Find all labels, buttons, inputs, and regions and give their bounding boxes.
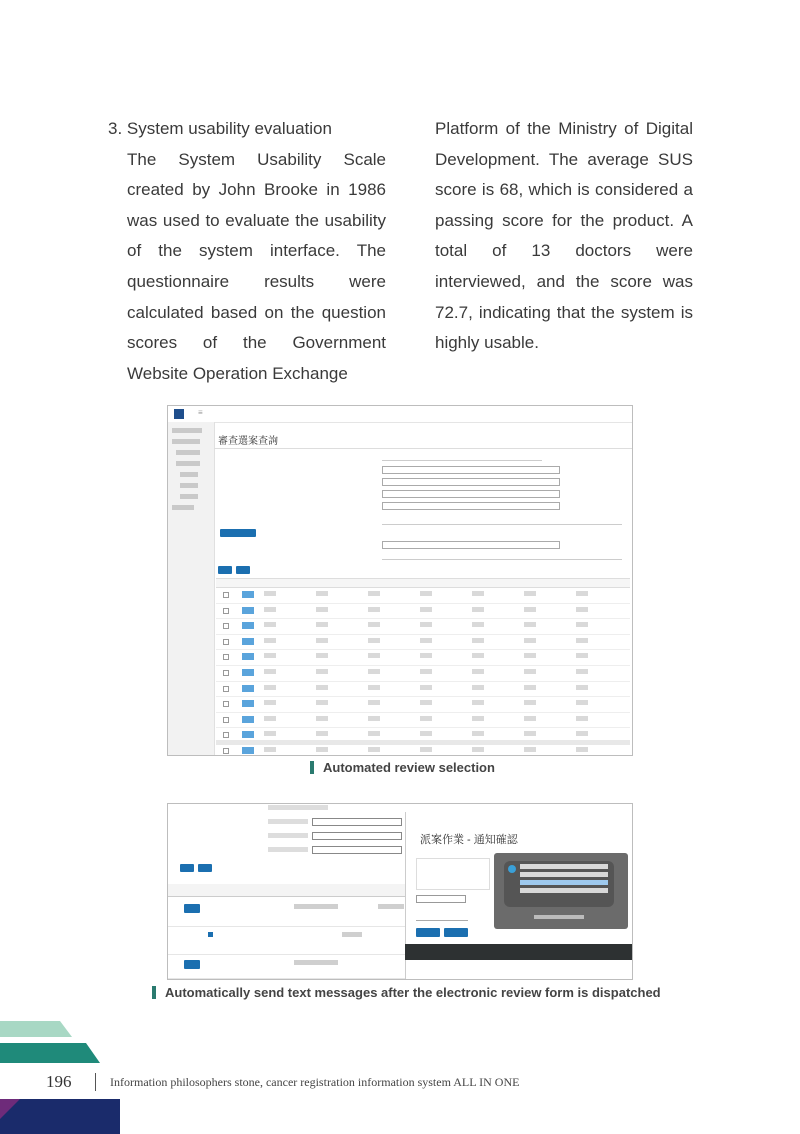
figure-1-caption-text: Automated review selection	[323, 760, 495, 775]
window-title: 審查選案查詢	[218, 436, 278, 447]
app-logo	[174, 409, 184, 419]
figure-review-selection-screenshot	[167, 405, 633, 756]
table-row[interactable]	[216, 744, 630, 756]
form-row[interactable]	[214, 490, 632, 497]
running-footer: Information philosophers stone, cancer registration information system ALL IN ONE	[110, 1075, 520, 1089]
table-row[interactable]	[216, 650, 630, 666]
table-row[interactable]	[168, 954, 406, 979]
horizontal-scrollbar[interactable]	[216, 740, 630, 745]
results-table	[216, 578, 630, 756]
dialog-footer-bar	[405, 944, 632, 960]
filter-field[interactable]	[312, 832, 402, 840]
table-row[interactable]	[216, 604, 630, 620]
figure-2-caption	[152, 985, 661, 1000]
close-button[interactable]	[444, 928, 468, 937]
query-button[interactable]	[180, 864, 194, 872]
table-row[interactable]	[216, 588, 630, 604]
table-header	[216, 578, 630, 588]
filter-field[interactable]	[312, 846, 402, 854]
caption-bar-icon	[310, 761, 314, 774]
template-select[interactable]	[416, 895, 466, 903]
menu-icon: ≡	[198, 408, 203, 417]
search-criteria-button[interactable]	[220, 529, 256, 537]
app-main	[214, 422, 632, 755]
body-text-left: The System Usability Scale created by John Brooke in 1986 was used to evaluate the usability of the system interface. The questionnaire results were calculated based on the question scores of the Government Website Operation Exchange	[127, 149, 386, 383]
sms-bubble	[504, 861, 614, 907]
form-row[interactable]	[214, 466, 632, 473]
figure-2-caption-text: Automatically send text messages after the electronic review form is dispatched	[165, 985, 661, 1000]
table-row[interactable]	[216, 666, 630, 682]
app-sidebar	[168, 422, 215, 755]
form-row	[214, 553, 632, 560]
date-field[interactable]	[416, 913, 468, 921]
table-row[interactable]	[168, 898, 406, 927]
filter-field[interactable]	[312, 818, 402, 826]
query-button[interactable]	[218, 566, 232, 574]
form-row[interactable]	[214, 478, 632, 485]
form-row[interactable]	[214, 502, 632, 509]
sms-preview-image	[494, 853, 628, 929]
body-right-column	[435, 114, 693, 359]
body-left-column	[108, 114, 386, 389]
message-icon	[508, 865, 516, 873]
send-button[interactable]	[416, 928, 440, 937]
table-row[interactable]	[216, 713, 630, 729]
table-row[interactable]	[168, 926, 406, 955]
body-text-right: Platform of the Ministry of Digital Development. The average SUS score is 68, which is considered a passing score for the product. A total of 13 doctors were interviewed, and the score was 72.7, indicating that the system is highly usable.	[435, 119, 693, 353]
section-heading: 3. System usability evaluation	[108, 119, 332, 138]
app-header	[168, 406, 632, 423]
message-textarea[interactable]	[416, 858, 490, 890]
form-row	[214, 454, 632, 461]
form-row[interactable]	[214, 541, 632, 548]
form-row	[214, 518, 632, 525]
figure-1-caption	[310, 760, 495, 775]
table-row[interactable]	[216, 697, 630, 713]
page-number: 196	[46, 1072, 72, 1091]
figure-dispatch-notification-screenshot	[167, 803, 633, 980]
dispatch-button[interactable]	[198, 864, 212, 872]
table-row[interactable]	[216, 682, 630, 698]
caption-bar-icon	[152, 986, 156, 999]
dialog-title: 派案作業 - 通知確認	[420, 834, 518, 846]
clear-button[interactable]	[236, 566, 250, 574]
footer-divider	[95, 1073, 96, 1091]
table-row[interactable]	[216, 619, 630, 635]
table-header	[168, 884, 406, 897]
table-row[interactable]	[216, 635, 630, 651]
